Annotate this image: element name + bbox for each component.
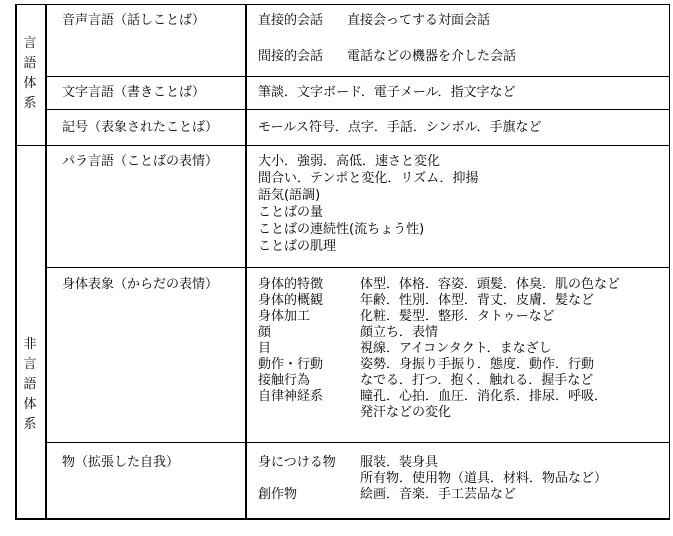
list-item — [258, 455, 607, 471]
row-divider — [46, 76, 670, 77]
item-desc: 視線．アイコンタクト．まなざし — [360, 341, 552, 356]
row-label-speech: 音声言語（話しことば） — [62, 13, 206, 28]
written-examples: 筆談．文字ボード．電子メール．指文字など — [258, 85, 516, 100]
list-item — [258, 325, 620, 341]
table-left-border — [15, 4, 17, 520]
item-term — [258, 405, 360, 421]
group-divider — [16, 145, 670, 146]
row-label-body: 身体表象（からだの表情） — [62, 277, 219, 292]
list-item — [258, 405, 620, 421]
item-term: 創作物 — [258, 487, 298, 502]
item-desc: 顔立ち．表情 — [360, 325, 439, 340]
indirect-conversation-term: 間接的会話 — [258, 49, 324, 64]
list-item: 語気(語調) — [258, 188, 321, 203]
direct-conversation-term: 直接的会話 — [258, 13, 324, 28]
list-item — [258, 309, 620, 325]
list-item — [258, 471, 607, 487]
item-desc: なでる．打つ．抱く．触れる．握手など — [360, 373, 594, 388]
object-items — [258, 455, 607, 503]
list-item: ことばの連続性(流ちょう性) — [258, 222, 425, 237]
symbol-examples: モールス符号．点字．手話．シンボル．手旗など — [258, 120, 542, 135]
item-desc: 発汗などの変化 — [360, 405, 452, 420]
item-desc: 所有物．使用物（道具．材料．物品など） — [360, 471, 608, 486]
row-label-symbol: 記号（表象されたことば） — [62, 120, 219, 135]
item-desc: 服装．装身具 — [360, 455, 439, 470]
item-term: 接触行為 — [258, 373, 311, 388]
group-label-verbal: 言語体系 — [23, 36, 37, 111]
row-label-object: 物（拡張した自我） — [62, 455, 180, 470]
item-term: 身体的特徴 — [258, 277, 324, 292]
item-term: 目 — [258, 341, 272, 356]
direct-conversation-desc: 直接会ってする対面会話 — [347, 13, 491, 28]
list-item — [258, 341, 620, 357]
indirect-conversation-desc: 電話などの機器を介した会話 — [347, 49, 517, 64]
row-label-paralanguage: パラ言語（ことばの表情） — [62, 154, 219, 169]
row-label-written: 文字言語（書きことば） — [62, 85, 206, 100]
item-desc: 体型．体格．容姿．頭髪．体臭．肌の色など — [360, 277, 621, 292]
row-divider — [46, 109, 670, 110]
list-item — [258, 357, 620, 373]
row-divider — [46, 267, 670, 268]
row-divider — [46, 442, 670, 443]
item-term: 身体的概観 — [258, 293, 324, 308]
list-item — [258, 277, 620, 293]
body-items — [258, 277, 620, 421]
paralanguage-list — [258, 153, 478, 255]
item-desc: 化粧．髪型．整形．タトゥーなど — [360, 309, 555, 324]
item-term: 動作・行動 — [258, 357, 324, 372]
list-item: ことばの量 — [258, 205, 324, 220]
list-item: 大小．強弱．高低．速さと変化 — [258, 154, 441, 169]
list-item — [258, 389, 620, 405]
list-item — [258, 487, 607, 503]
item-term: 身体加工 — [258, 309, 311, 324]
group-label-nonverbal: 非言語体系 — [23, 337, 37, 432]
list-item — [258, 293, 620, 309]
item-desc: 瞳孔．心拍．血圧．消化系．排尿．呼吸． — [360, 389, 608, 404]
item-term: 自律神経系 — [258, 389, 324, 404]
table-bottom-border — [16, 518, 670, 520]
list-item: ことばの肌理 — [258, 239, 337, 254]
list-item: 間合い．テンポと変化．リズム．抑揚 — [258, 171, 479, 186]
list-item — [258, 373, 620, 389]
item-desc: 姿勢．身振り手振り．態度．動作．行動 — [360, 357, 595, 372]
item-term: 顔 — [258, 325, 272, 340]
item-term: 身につける物 — [258, 455, 336, 470]
item-desc: 絵画．音楽．手工芸品など — [360, 487, 517, 502]
item-desc: 年齢．性別．体型．背丈．皮膚．髪など — [360, 293, 595, 308]
item-term — [258, 471, 360, 487]
table-top-border — [16, 4, 670, 5]
